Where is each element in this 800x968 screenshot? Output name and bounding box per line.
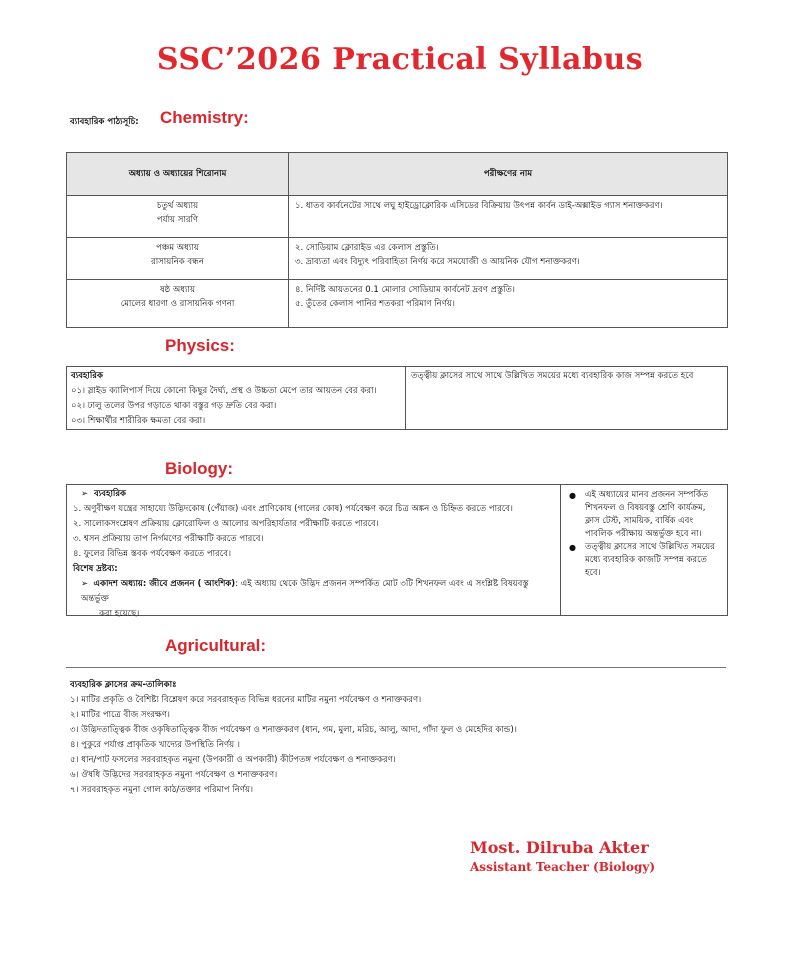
physics-note: তত্ত্বীয় ক্লাসের সাথে সাথে উল্লিখিত সময়ের মধ্যে ব্যবহারিক কাজ সম্পন্ন করতে হবে [411, 371, 694, 381]
chapter-cell [67, 196, 289, 238]
biology-practical-title: ➢ ব্যবহারিক [81, 489, 126, 499]
list-item: ২। মাটির পাত্রে বীজ সংরক্ষণ। [70, 710, 170, 720]
experiment-item: ৩. দ্রাব্যতা এবং বিদ্যুৎ পরিবাহিতা নির্ণয় করে সমযোজী ও আয়নিক যৌগ শনাক্তকরণ। [295, 257, 580, 267]
physics-heading: Physics: [165, 336, 235, 355]
list-item: ০২। ঢালু তলের উপর গড়াতে থাকা বস্তুর গড় দ্রুতি বের করা। [71, 401, 277, 411]
special-note-continued: করা হয়েছে। [99, 609, 140, 619]
table-header-row [67, 153, 728, 196]
list-item: ১. অণুবীক্ষণ যন্ত্রের সাহায্যে উদ্ভিদকোষ (পেঁয়াজ) এবং প্রাণিকোষ (গালের কোষ) পর্যবেক্ষণ করে চিত্র অঙ্কন ও চিহ্নিত করতে পারবে। [73, 504, 513, 514]
bullet-icon: ● [569, 543, 576, 552]
list-item: ৫। ধান/পাট ফসলের সরবরাহকৃত নমুনা (উপকারী ও অপকারী) কীটপতঙ্গ পর্যবেক্ষণ ও শনাক্তকরণ। [70, 755, 396, 765]
experiment-item: ১. ধাতব কার্বনেটের সাথে লঘু হাইড্রোক্লোরিক এসিডের বিক্রিয়ায় উৎপন্ন কার্বন ডাই-অক্সাইড গ্যাস শনাক্তকরণ। [295, 201, 663, 211]
divider [66, 667, 726, 668]
arrow-icon: ➢ [81, 579, 94, 589]
experiment-cell [289, 238, 728, 280]
chapter-cell [67, 238, 289, 280]
arrow-icon: ➢ [81, 489, 95, 499]
biology-heading: Biology: [165, 459, 233, 478]
chemistry-table [66, 152, 728, 328]
table-header-experiment: পরীক্ষণের নাম [289, 153, 728, 196]
chapter-number: ষষ্ঠ অধ্যায় [160, 285, 195, 295]
chapter-cell [67, 280, 289, 328]
chapter-topic: রাসায়নিক বন্ধন [151, 257, 204, 267]
biology-note-item: ● তত্ত্বীয় ক্লাসের সাথে উল্লিখিত সময়ের মধ্যে ব্যবহারিক কাজটি সম্পন্ন করতে হবে। [569, 542, 715, 578]
list-item: ৩। উদ্ভিদতাত্ত্বিক বীজ ওকৃষিতাত্ত্বিক বীজ পর্যবেক্ষণ ও শনাক্তকরণ (ধান, গম, মুলা, মরিচ, আলু, আদা, গাঁদা ফুল ও মেহেদির কান্ড)। [70, 725, 517, 735]
table-row [67, 196, 728, 238]
physics-note-box [405, 366, 728, 430]
chapter-topic: মোলের ধারণা ও রাসায়নিক গণনা [120, 299, 235, 309]
experiment-item: ২. সোডিয়াম ক্লোরাইড এর কেলাস প্রস্তুতি। [295, 243, 439, 253]
experiment-item: ৫. তুঁতের কেলাস পানির শতকরা পরিমাণ নির্ণয়। [295, 299, 455, 309]
chapter-number: চতুর্থ অধ্যায় [156, 201, 199, 211]
list-item: ৩. শ্বসন প্রক্রিয়ায় তাপ নির্গমণের পরীক্ষাটি করতে পারবে। [73, 534, 264, 544]
table-row [67, 280, 728, 328]
page-title: SSC’2026 Practical Syllabus [156, 42, 644, 77]
biology-note-box [560, 484, 728, 616]
physics-practical-box [66, 366, 406, 430]
chapter-number: পঞ্চম অধ্যায় [156, 243, 199, 253]
list-item: ০৩। শিক্ষার্থীর শারীরিক ক্ষমতা বের করা। [71, 416, 206, 426]
experiment-item: ৪. নির্দিষ্ট আয়তনের 0.1 মোলার সোডিয়াম কার্বনেট দ্রবণ প্রস্তুতি। [295, 285, 515, 295]
list-item: ৭। সরবরাহকৃত নমুনা গোল কাঠ/তক্তার পরিমাপ নির্ণয়। [70, 785, 253, 795]
table-header-chapter: অধ্যায় ও অধ্যায়ের শিরোনাম [67, 153, 289, 196]
biology-practical-box [66, 484, 561, 619]
agricultural-heading: Agricultural: [165, 636, 267, 655]
list-item: ২. সালোকসংশ্লেষণ প্রক্রিয়ায় ক্লোরোফিল ও আলোর অপরিহার্যতার পরীক্ষাটি করতে পারবে। [73, 519, 379, 529]
agricultural-list-title: ব্যবহারিক ক্লাসের ক্রম-তালিকাঃ [70, 680, 177, 690]
experiment-cell [289, 196, 728, 238]
chemistry-prefix: ব্যাবহারিক পাঠ্যসূচি: [70, 117, 139, 127]
special-note-label: বিশেষ দ্রষ্টব্য: [73, 564, 118, 574]
signature-role: Assistant Teacher (Biology) [470, 860, 656, 874]
list-item: ৬। ঔষধি উদ্ভিদের সরবরাহকৃত নমুনা পর্যবেক্ষণ ও শনাক্তকরণ। [70, 770, 278, 780]
chapter-topic: পর্যায় সারণি [156, 215, 199, 225]
agricultural-list [70, 678, 730, 798]
experiment-cell [289, 280, 728, 328]
list-item: ১। মাটির প্রকৃতি ও বৈশিষ্ট্য বিশ্লেষণ করে সরবরাহকৃত বিভিন্ন ধরনের মাটির নমুনা পর্যবেক্ষণ ও শনাক্তকরণ। [70, 695, 422, 705]
bullet-icon: ● [569, 491, 576, 500]
chemistry-heading: Chemistry: [160, 108, 249, 127]
signature-name: Most. Dilruba Akter [470, 838, 649, 857]
list-item: ৪। পুকুরে পর্যাপ্ত প্রাকৃতিক খাদ্যের উপস্থিতি নির্ণয় । [70, 740, 240, 750]
list-item: ৪. ফুলের বিভিন্ন স্তবক পর্যবেক্ষণ করতে পারবে। [73, 549, 231, 559]
list-item: ০১। স্লাইড ক্যালিপার্স দিয়ে কোনো কিছুর দৈর্ঘ্য, প্রস্থ ও উচ্চতা মেপে তার আয়তন বের করা। [71, 386, 377, 396]
table-row [67, 238, 728, 280]
biology-note-item: ● এই অধ্যায়ের মানব প্রজনন সম্পর্কিত শিখনফল ও বিষয়বস্তু শ্রেণি কার্যক্রম, ক্লাস টেস্ট, সাময়িক, বার্ষিক এবং পাবলিক পরীক্ষায় অন্তর্ভুক্ত হবে না। [569, 490, 709, 539]
special-note: ➢ একাদশ অধ্যায়: জীবে প্রজনন ( আংশিক): এই অধ্যায় থেকে উদ্ভিদ প্রজনন সম্পর্কিত মোট ৩টি শিখনফল এবং এ সংশ্লিষ্ট বিষয়বস্তু অন্তর্ভুক্ত [81, 579, 529, 604]
physics-practical-title: ব্যবহারিক [71, 371, 103, 381]
